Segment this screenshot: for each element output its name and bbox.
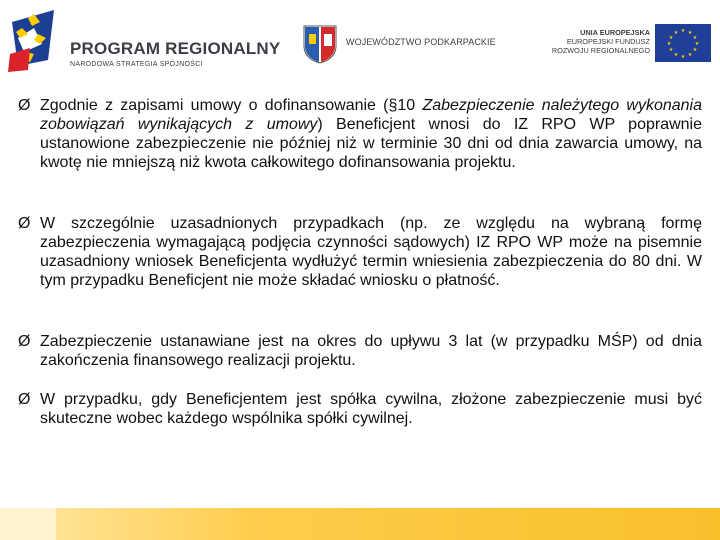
bullet-1-post: ) Beneficjent wnosi do IZ RPO WP poprawnie ustanowione zabezpieczenie nie później niż w terminie 30 dni od dnia zawarcia umowy, na kwotę nie mniejszą niż kwota całkowitego dofinansowania projektu. [40, 116, 702, 171]
svg-text:★: ★ [680, 54, 686, 60]
svg-text:★: ★ [680, 28, 686, 34]
bullet-4-text: W przypadku, gdy Beneficjentem jest spółka cywilna, złożone zabezpieczenie musi być skuteczne wobec każdego wspólnika spółki cywilnej. [40, 391, 702, 427]
bullet-3-text: Zabezpieczenie ustanawiane jest na okres do upływu 3 lat (w przypadku MŚP) od dnia zakończenia finansowego realizacji projektu. [40, 333, 702, 369]
bullet-arrow-icon: Ø [18, 333, 31, 350]
bullet-arrow-icon: Ø [18, 97, 31, 114]
svg-text:★: ★ [668, 35, 674, 41]
bullet-2-text: W szczególnie uzasadnionych przypadkach (np. ze względu na wybraną formę zabezpieczenia wymagającą podjęcia czynności sądowych) IZ RPO WP może na pisemnie uzasadniony wniosek Beneficjenta wydłużyć termin wniesienia zabezpieczenia do 80 dni. W tym przypadku Beneficjent nie może składać wniosku o płatność. [40, 215, 702, 289]
bullet-1-pre: Zgodnie z zapisami umowy o dofinansowanie (§10 [40, 97, 423, 114]
footer-bar [0, 508, 720, 540]
eu-line-1: UNIA EUROPEJSKA [580, 28, 650, 37]
eu-logo [540, 24, 715, 64]
program-subtitle: NARODOWA STRATEGIA SPÓJNOŚCI [70, 61, 203, 68]
eu-line-2: EUROPEJSKI FUNDUSZ [566, 37, 650, 46]
bullet-3 [18, 332, 702, 370]
header [0, 0, 720, 80]
program-regionalny-logo-icon [8, 8, 64, 74]
bullet-1-italic: Zabezpieczenie należytego wykonania zobowiązań wynikających z umowy [40, 97, 702, 133]
svg-text:★: ★ [673, 30, 679, 36]
bullet-2 [18, 214, 702, 290]
footer-accent [0, 508, 56, 540]
bullet-arrow-icon: Ø [18, 215, 31, 232]
eu-text [540, 28, 650, 55]
bullet-4 [18, 390, 702, 428]
svg-text:★: ★ [687, 52, 693, 58]
voivodeship-name: WOJEWÓDZTWO PODKARPACKIE [346, 37, 496, 47]
svg-text:★: ★ [692, 35, 698, 41]
svg-text:★: ★ [687, 30, 693, 36]
voivodeship-logo [302, 24, 532, 64]
svg-text:★: ★ [666, 41, 672, 47]
bullet-arrow-icon: Ø [18, 391, 31, 408]
program-title: PROGRAM REGIONALNY [70, 39, 281, 58]
coat-of-arms-icon [302, 24, 338, 64]
svg-text:★: ★ [692, 47, 698, 53]
svg-text:★: ★ [668, 47, 674, 53]
eu-line-3: ROZWOJU REGIONALNEGO [551, 46, 650, 55]
svg-text:★: ★ [694, 41, 700, 47]
eu-flag-icon [655, 24, 711, 62]
program-regionalny-logo [8, 8, 288, 74]
svg-text:★: ★ [673, 52, 679, 58]
bullet-1 [18, 96, 702, 172]
